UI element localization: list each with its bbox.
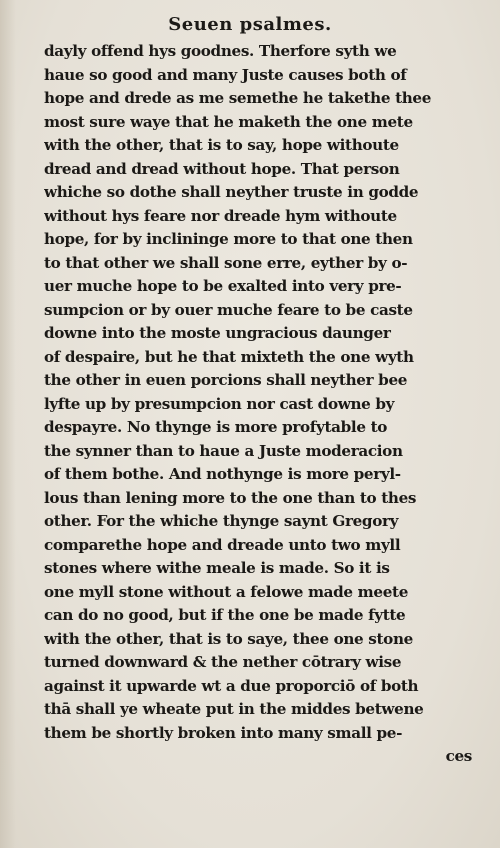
text-line: thā shall ye wheate put in the middes betwene [44, 700, 424, 718]
text-line: whiche so dothe shall neyther truste in godde [44, 183, 419, 201]
text-line: haue so good and many Juste causes both of [44, 65, 407, 84]
text-line: against it upwarde wt a due proporciō of both [44, 676, 419, 695]
page-gutter-shadow [0, 0, 16, 848]
body-text [44, 40, 480, 769]
text-line: of them bothe. And nothynge is more peryl- [44, 465, 401, 483]
text-line: lyfte up by presumpcion nor cast downe by [44, 394, 395, 413]
catchword: ces [445, 747, 472, 765]
text-line: turned downward & the nether cōtrary wise [44, 653, 402, 671]
text-line: hope, for by inclininge more to that one then [44, 230, 413, 248]
running-head: Seuen psalmes. [168, 14, 332, 35]
text-line: the other in euen porcions shall neyther bee [44, 371, 408, 389]
text-line: sumpcion or by ouer muche feare to be caste [44, 300, 413, 319]
text-line: with the other, that is to say, hope withoute [44, 136, 399, 154]
text-line: without hys feare nor dreade hym withoute [44, 206, 397, 225]
text-line: of despaire, but he that mixteth the one wyth [44, 347, 414, 366]
text-line: hope and drede as me semethe he takethe thee [44, 89, 432, 107]
text-line: dayly offend hys goodnes. Therfore syth we [44, 42, 397, 60]
text-line: to that other we shall sone erre, eyther by o- [44, 253, 408, 272]
text-line: lous than lening more to the one than to thes [44, 488, 417, 507]
text-line: them be shortly broken into many small pe- [44, 723, 403, 742]
text-line: comparethe hope and dreade unto two myll [44, 535, 401, 554]
text-line: despayre. No thynge is more profytable to [44, 418, 388, 436]
text-line: uer muche hope to be exalted into very pre- [44, 277, 402, 295]
text-line: the synner than to haue a Juste moderacion [44, 441, 403, 460]
text-line: downe into the moste ungracious daunger [44, 324, 391, 342]
text-line: dread and dread without hope. That person [44, 159, 400, 178]
text-line: other. For the whiche thynge saynt Gregory [44, 512, 399, 530]
text-line: with the other, that is to saye, thee one stone [44, 629, 413, 648]
text-line: most sure waye that he maketh the one mete [44, 112, 413, 131]
text-line: stones where withe meale is made. So it is [44, 559, 390, 577]
text-line: one myll stone without a felowe made meete [44, 582, 409, 601]
text-line: can do no good, but if the one be made fytte [44, 606, 406, 624]
